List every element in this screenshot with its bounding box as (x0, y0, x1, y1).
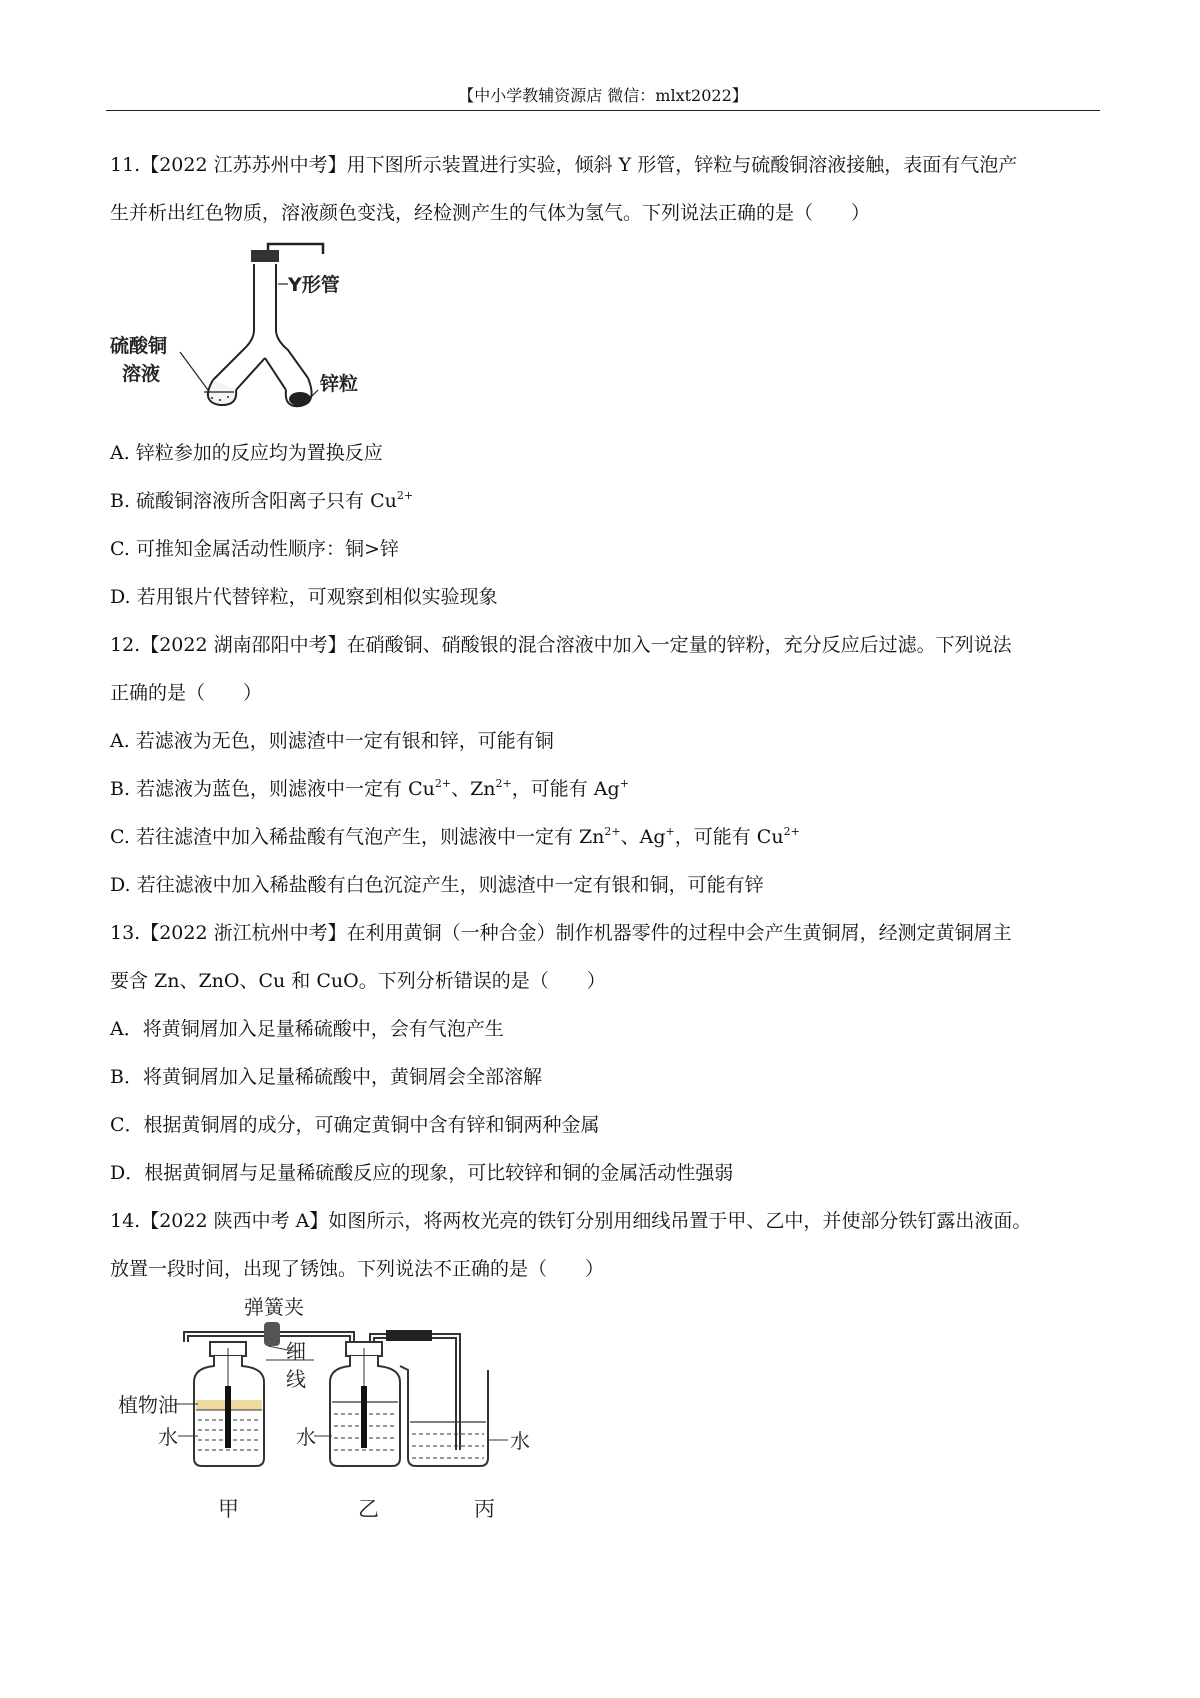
label-yi: 乙 (358, 1497, 379, 1521)
q13-option-b: B．将黄铜屑加入足量稀硫酸中，黄铜屑会全部溶解 (110, 1066, 542, 1088)
q12-stem-line-1: 12.【2022 湖南邵阳中考】在硝酸铜、硝酸银的混合溶液中加入一定量的锌粉，充分反应后过滤。下列说法 (110, 634, 1012, 656)
stopper (251, 250, 279, 262)
header-divider (106, 110, 1100, 111)
label-jia: 甲 (218, 1497, 239, 1521)
q11-y-tube-figure (108, 240, 398, 415)
q13-stem-line-2: 要含 Zn、ZnO、Cu 和 CuO。下列分析错误的是（ ） (110, 970, 606, 992)
q14-stem-line-2: 放置一段时间，出现了锈蚀。下列说法不正确的是（ ） (110, 1258, 605, 1280)
q11-option-d: D. 若用银片代替锌粒，可观察到相似实验现象 (110, 586, 498, 608)
q12-option-d: D. 若往滤液中加入稀盐酸有白色沉淀产生，则滤渣中一定有银和铜，可能有锌 (110, 874, 764, 896)
label-thread-2: 线 (286, 1367, 306, 1391)
label-copper-sulfate: 硫酸铜 (110, 335, 168, 357)
iron-nail-b (361, 1386, 367, 1448)
label-bing: 丙 (474, 1497, 495, 1521)
q14-stem-line-1: 14.【2022 陕西中考 A】如图所示，将两枚光亮的铁钉分别用细线吊置于甲、乙中，并使部分铁钉露出液面。 (110, 1210, 1032, 1232)
q12-option-b: B. 若滤液为蓝色，则滤液中一定有 $Cu^{2+}$、$Zn^{2+}$，可能有 Ag+ (110, 777, 629, 800)
q14-iron-nail-figure (118, 1290, 558, 1535)
q12-stem-line-2: 正确的是（ ） (110, 682, 263, 704)
label-water-b: 水 (296, 1425, 316, 1449)
label-zinc: 锌粒 (320, 373, 359, 395)
q11-option-a: A. 锌粒参加的反应均为置换反应 (110, 442, 383, 464)
q13-stem-line-1: 13.【2022 浙江杭州中考】在利用黄铜（一种合金）制作机器零件的过程中会产生黄铜屑，经测定黄铜屑主 (110, 922, 1012, 944)
rubber-tube (386, 1330, 432, 1341)
q11-stem-line-2: 生并析出红色物质，溶液颜色变浅，经检测产生的气体为氢气。下列说法正确的是（ ） (110, 202, 871, 224)
q12-option-a: A. 若滤液为无色，则滤渣中一定有银和锌，可能有铜 (110, 730, 554, 752)
q12-option-c: C. 若往滤渣中加入稀盐酸有气泡产生，则滤液中一定有 $Zn^{2+}$、Ag+，可能有 $Cu^{2+}$ (110, 825, 800, 848)
q11-option-c: C. 可推知金属活动性顺序：铜>锌 (110, 538, 399, 560)
iron-nail-a (225, 1386, 231, 1448)
label-water-c: 水 (510, 1429, 530, 1453)
q13-option-c: C．根据黄铜屑的成分，可确定黄铜中含有锌和铜两种金属 (110, 1114, 600, 1136)
q11-option-b: B. 硫酸铜溶液所含阳离子只有 $Cu^{2+}$ (110, 489, 414, 512)
label-thread-1: 细 (286, 1339, 306, 1363)
label-solution: 溶液 (122, 363, 161, 385)
q13-option-a: A．将黄铜屑加入足量稀硫酸中，会有气泡产生 (110, 1018, 504, 1040)
label-vegetable-oil: 植物油 (118, 1393, 178, 1417)
label-water-a: 水 (158, 1425, 178, 1449)
label-spring-clamp: 弹簧夹 (244, 1295, 304, 1319)
q11-stem-line-1: 11.【2022 江苏苏州中考】用下图所示装置进行实验，倾斜 Y 形管，锌粒与硫酸铜溶液接触，表面有气泡产 (110, 154, 1018, 176)
clamp (264, 1322, 280, 1346)
q13-option-d: D．根据黄铜屑与足量稀硫酸反应的现象，可比较锌和铜的金属活动性强弱 (110, 1162, 734, 1184)
label-y-tube: Y形管 (288, 274, 340, 296)
page-header: 【中小学教辅资源店 微信：mlxt2022】 (458, 86, 748, 105)
